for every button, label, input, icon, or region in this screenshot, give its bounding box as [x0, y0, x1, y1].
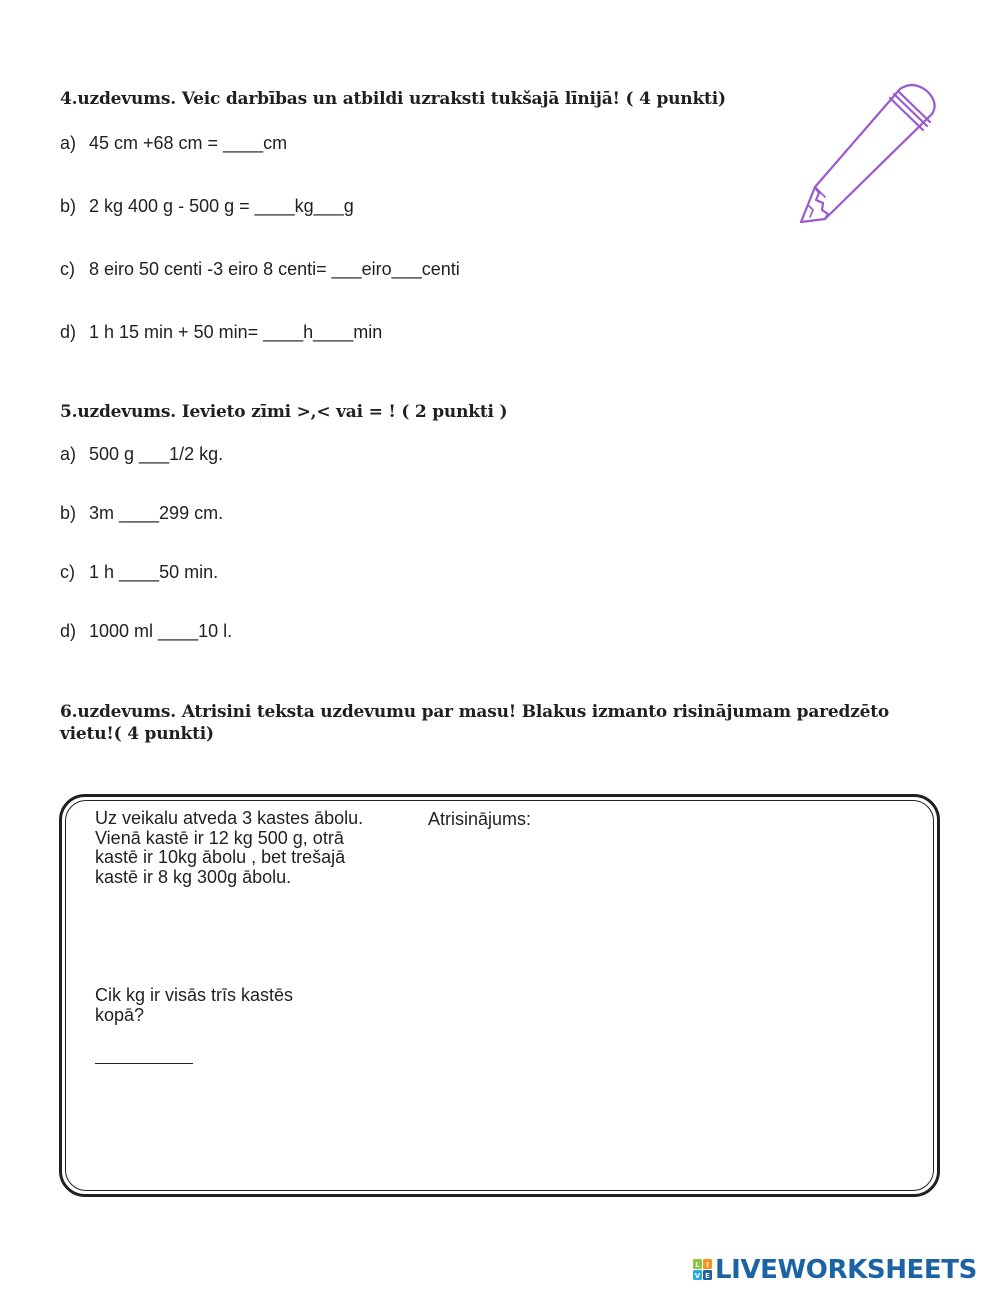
item-text: 2 kg 400 g - 500 g = ____kg___g — [89, 196, 354, 216]
word-problem-text: Uz veikalu atveda 3 kastes ābolu. Vienā kastē ir 12 kg 500 g, otrā kastē ir 10kg ābolu , bet trešajā kastē ir 8 kg 300g ābolu. — [95, 808, 364, 887]
item-label: a) — [60, 133, 77, 153]
pencil-icon — [795, 80, 945, 230]
word-problem-question: Cik kg ir visās trīs kastēs kopā? — [95, 985, 294, 1025]
item-text: 8 eiro 50 centi -3 eiro 8 centi= ___eiro___centi — [89, 259, 460, 279]
item-text: 45 cm +68 cm = ____cm — [89, 133, 288, 153]
item-label: b) — [60, 196, 77, 216]
task5-item-b — [60, 503, 223, 524]
item-label: a) — [60, 444, 77, 464]
task4-heading: 4.uzdevums. Veic darbības un atbildi uzraksti tukšajā līnijā! ( 4 punkti) — [60, 89, 726, 109]
logo-icon-letter: I — [706, 1261, 709, 1269]
task5-item-c — [60, 562, 218, 583]
item-text: 500 g ___1/2 kg. — [89, 444, 224, 464]
task4-item-a — [60, 133, 287, 154]
item-label: c) — [60, 562, 75, 582]
task4-item-d — [60, 322, 382, 343]
task5-item-d — [60, 621, 232, 642]
item-label: c) — [60, 259, 75, 279]
item-label: d) — [60, 322, 77, 342]
answer-input-line[interactable] — [95, 1063, 193, 1064]
logo-icon-letter: L — [695, 1261, 700, 1269]
item-label: d) — [60, 621, 77, 641]
task4-item-c — [60, 259, 460, 280]
logo-icon-letter: E — [705, 1272, 710, 1280]
solution-label: Atrisinājums: — [428, 809, 532, 829]
item-text: 1 h ____50 min. — [89, 562, 219, 582]
item-text: 3m ____299 cm. — [89, 503, 224, 523]
task4-item-b — [60, 196, 354, 217]
task5-item-a — [60, 444, 223, 465]
item-text: 1 h 15 min + 50 min= ____h____min — [89, 322, 383, 342]
item-text: 1000 ml ____10 l. — [89, 621, 233, 641]
liveworksheets-logo — [693, 1255, 977, 1285]
item-label: b) — [60, 503, 77, 523]
logo-text: LIVEWORKSHEETS — [715, 1255, 977, 1285]
logo-icon-letter: V — [694, 1272, 701, 1280]
task5-heading: 5.uzdevums. Ievieto zīmi >,< vai = ! ( 2 punkti ) — [60, 402, 508, 422]
task6-heading: 6.uzdevums. Atrisini teksta uzdevumu par masu! Blakus izmanto risinājumam paredzēto vietu!( 4 punkti) — [60, 702, 890, 744]
liveworksheets-logo-icon — [693, 1259, 713, 1281]
